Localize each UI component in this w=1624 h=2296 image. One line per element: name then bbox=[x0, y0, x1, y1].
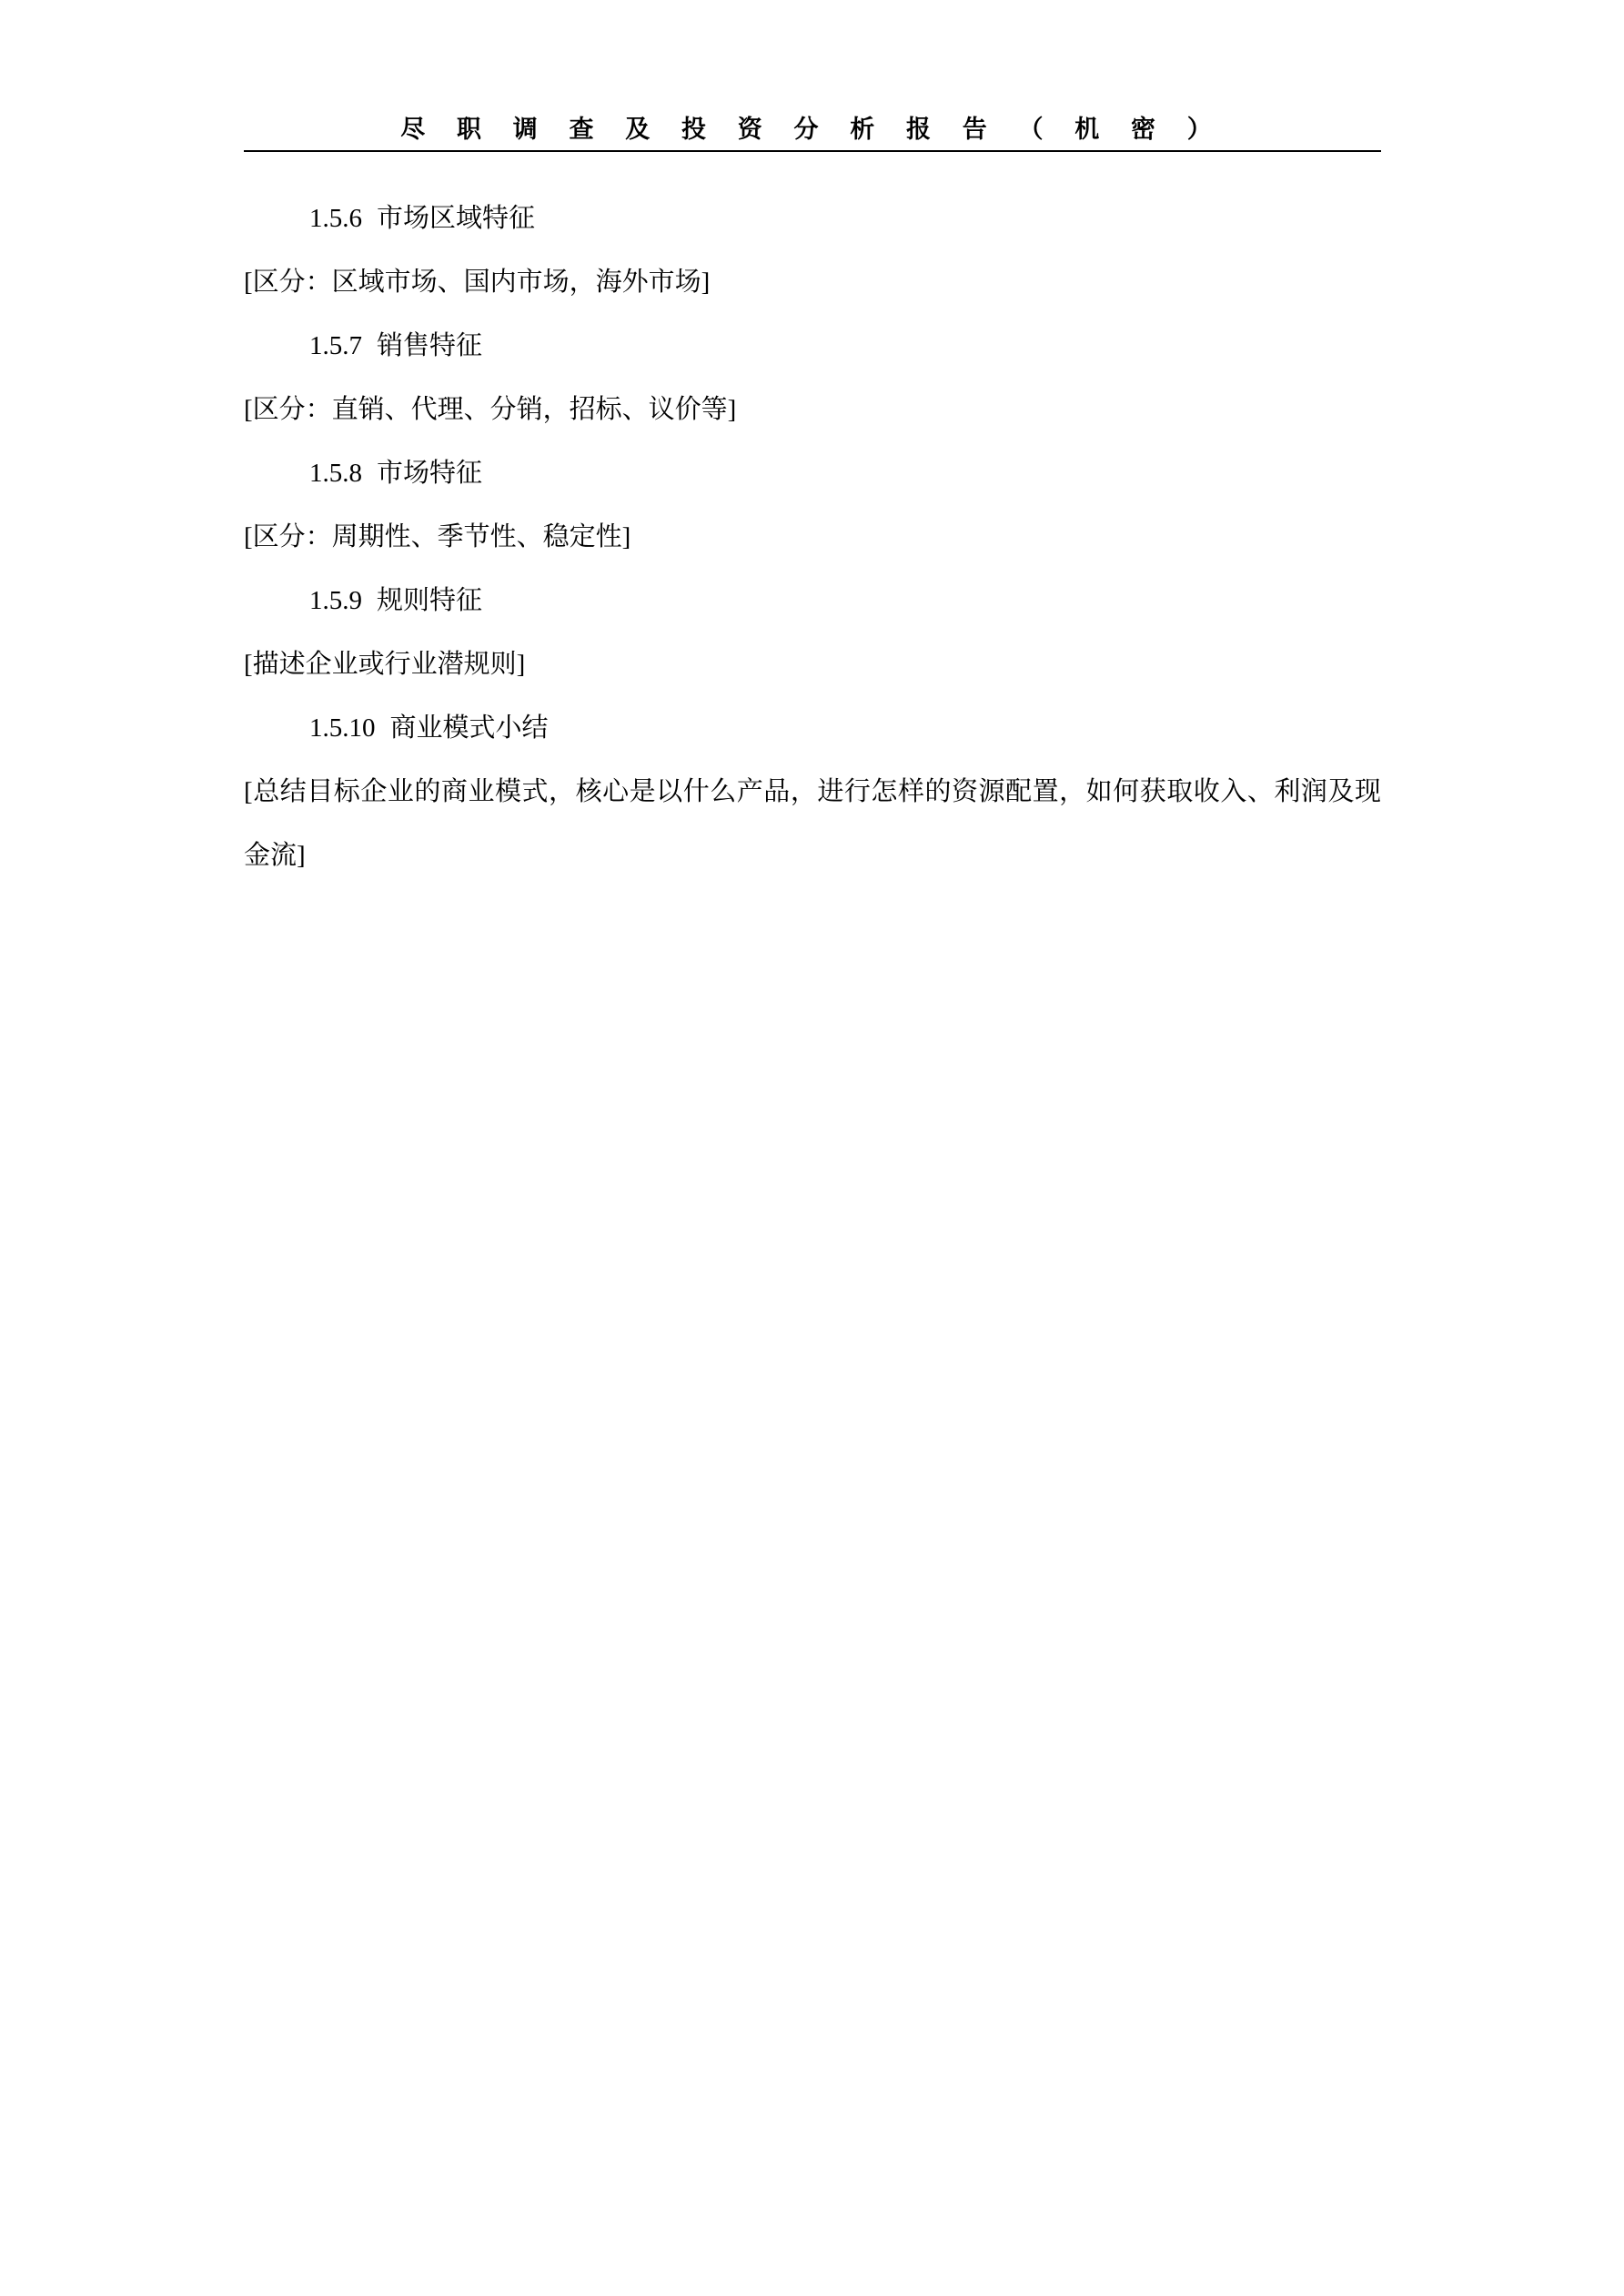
section-number: 1.5.9 bbox=[309, 586, 362, 615]
section-title: 规则特征 bbox=[377, 586, 483, 615]
document-content bbox=[244, 187, 1381, 887]
section-heading bbox=[244, 569, 1381, 632]
section-body: [区分：周期性、季节性、稳定性] bbox=[244, 522, 631, 551]
page-header bbox=[244, 109, 1381, 145]
section-title: 销售特征 bbox=[377, 331, 483, 360]
section-body: [区分：直销、代理、分销，招标、议价等] bbox=[244, 395, 737, 424]
section-body: [总结目标企业的商业模式，核心是以什么产品，进行怎样的资源配置，如何获取收入、利润及现金流] bbox=[244, 777, 1381, 870]
section-number: 1.5.8 bbox=[309, 459, 362, 488]
header-divider bbox=[244, 150, 1381, 152]
section-heading bbox=[244, 696, 1381, 760]
section-heading bbox=[244, 441, 1381, 505]
section-heading bbox=[244, 187, 1381, 250]
section-title: 商业模式小结 bbox=[389, 713, 549, 743]
section-title: 市场特征 bbox=[377, 459, 483, 488]
section-heading bbox=[244, 314, 1381, 378]
section-body: [描述企业或行业潜规则] bbox=[244, 650, 526, 679]
section-number: 1.5.7 bbox=[309, 331, 362, 360]
section-number: 1.5.10 bbox=[309, 713, 376, 743]
section-number: 1.5.6 bbox=[309, 204, 362, 233]
section-title: 市场区域特征 bbox=[377, 204, 536, 233]
section-body: [区分：区域市场、国内市场，海外市场] bbox=[244, 268, 711, 297]
page-header-title: 尽 职 调 查 及 投 资 分 析 报 告 （ 机 密 ） bbox=[400, 116, 1225, 143]
